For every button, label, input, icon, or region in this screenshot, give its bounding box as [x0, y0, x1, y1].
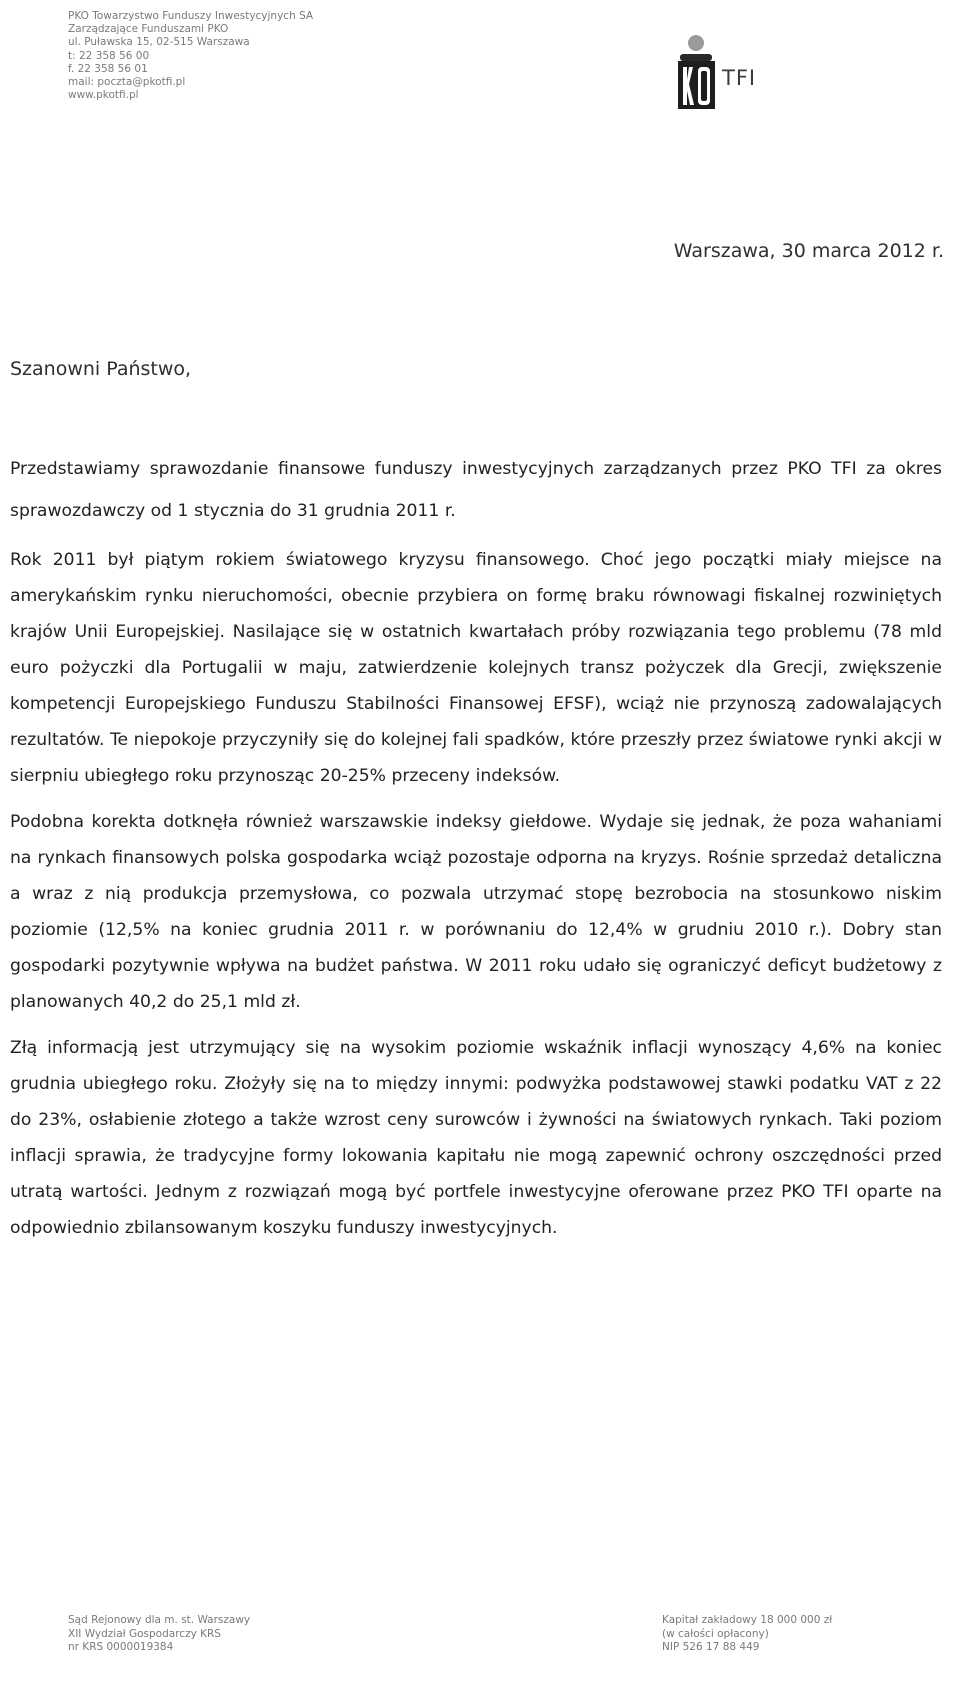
- logo-tfi-label: TFI: [722, 66, 757, 90]
- company-fax: f. 22 358 56 01: [68, 62, 148, 75]
- paragraph-2: Rok 2011 był piątym rokiem światowego kryzysu finansowego. Choć jego początki miały miejsce na amerykańskim rynku nieruchomości, obecnie przybiera on formę braku równowagi fiskalnej rozwiniętych krajów Unii Europejskiej. Nasilające się w ostatnich kwartałach próby rozwiązania tego problemu (78 mld euro pożyczki dla Portugalii w maju, zatwierdzenie kolejnych transz pożyczek dla Grecji, zwiększenie kompetencji Europejskiego Funduszu Stabilności Finansowej EFSF), wciąż nie przynoszą zadowalających rezultatów. Te niepokoje przyczyniły się do kolejnej fali spadków, które przeszły przez światowe rynki akcji w sierpniu ubiegłego roku przynosząc 20-25% przeceny indeksów.: [10, 550, 942, 786]
- letter-date: Warszawa, 30 marca 2012 r.: [673, 240, 944, 262]
- footer-division: XII Wydział Gospodarczy KRS: [68, 1627, 221, 1640]
- paragraph-3: Podobna korekta dotknęła również warszawskie indeksy giełdowe. Wydaje się jednak, że poza wahaniami na rynkach finansowych polska gospodarka wciąż pozostaje odporna na kryzys. Rośnie sprzedaż detaliczna a wraz z nią produkcja przemysłowa, co pozwala utrzymać stopę bezrobocia na stosunkowo niskim poziomie (12,5% na koniec grudnia 2011 r. w porównaniu do 12,4% w grudniu 2010 r.). Dobry stan gospodarki pozytywnie wpływa na budżet państwa. W 2011 roku udało się ograniczyć deficyt budżetowy z planowanych 40,2 do 25,1 mld zł.: [10, 812, 942, 1012]
- salutation: Szanowni Państwo,: [10, 358, 192, 380]
- company-phone: t: 22 358 56 00: [68, 49, 150, 62]
- footer-capital-amount: Kapitał zakładowy 18 000 000 zł: [662, 1614, 833, 1626]
- footer-capital: [662, 1614, 832, 1655]
- footer-krs: nr KRS 0000019384: [68, 1641, 174, 1654]
- footer-court: Sąd Rejonowy dla m. st. Warszawy: [68, 1614, 251, 1626]
- company-name: PKO Towarzystwo Funduszy Inwestycyjnych SA: [68, 10, 314, 22]
- footer-nip: NIP 526 17 88 449: [662, 1641, 760, 1654]
- footer-paid: (w całości opłacony): [662, 1627, 769, 1640]
- company-website: www.pkotfi.pl: [68, 89, 139, 102]
- letter-body: [10, 448, 942, 1246]
- company-header: [68, 10, 313, 102]
- paragraph-4: Złą informacją jest utrzymujący się na wysokim poziomie wskaźnik inflacji wynoszący 4,6% na koniec grudnia ubiegłego roku. Złożyły się na to między innymi: podwyżka podstawowej stawki podatku VAT z 22 do 23%, osłabienie złotego a także wzrost ceny surowców i żywności na światowych rynkach. Taki poziom inflacji sprawia, że tradycyjne formy lokowania kapitału nie mogą zapewnić ochrony oszczędności przed utratą wartości. Jednym z rozwiązań mogą być portfele inwestycyjne oferowane przez PKO TFI oparte na odpowiednio zbilansowanym koszyku funduszy inwestycyjnych.: [10, 1038, 942, 1238]
- company-subtitle: Zarządzające Funduszami PKO: [68, 23, 229, 36]
- company-address: ul. Puławska 15, 02-515 Warszawa: [68, 36, 250, 49]
- footer-registration: [68, 1614, 250, 1655]
- paragraph-1: Przedstawiamy sprawozdanie finansowe funduszy inwestycyjnych zarządzanych przez PKO TFI za okres sprawozdawczy od 1 stycznia do 31 grudnia 2011 r.: [10, 459, 942, 521]
- company-email: mail: poczta@pkotfi.pl: [68, 76, 186, 89]
